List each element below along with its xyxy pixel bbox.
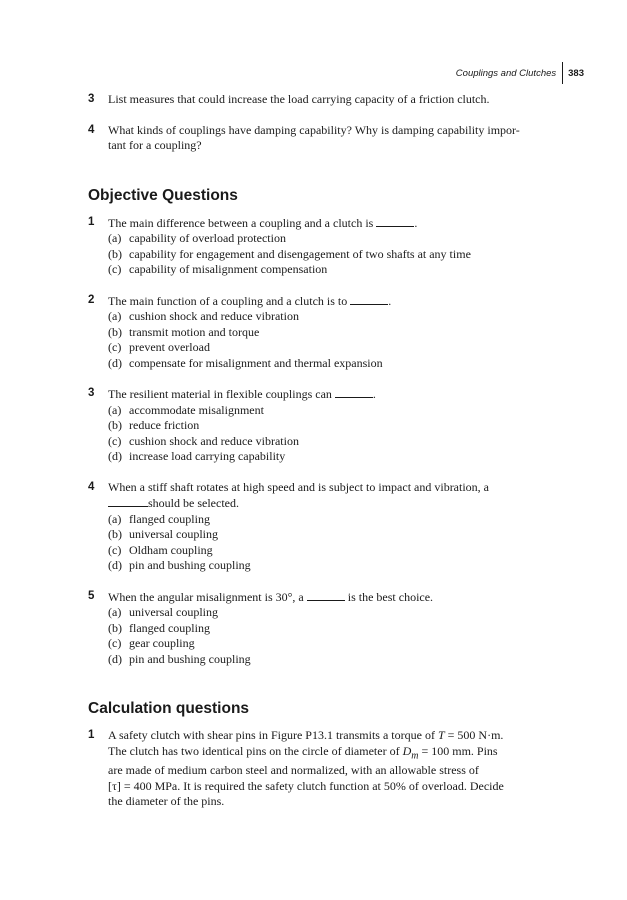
option-label: (b) <box>108 620 122 635</box>
math-subscript: m <box>411 749 419 761</box>
option-text: compensate for misalignment and thermal expansion <box>129 355 383 370</box>
option-label: (c) <box>108 262 122 276</box>
question-number: 4 <box>88 123 95 136</box>
option <box>108 262 558 278</box>
option <box>108 309 558 325</box>
option-label: (d) <box>108 449 122 463</box>
option-label: (b) <box>108 246 122 261</box>
review-question <box>88 92 558 108</box>
text-run: = 500 N·m. <box>447 728 504 742</box>
option-label: (a) <box>108 511 122 526</box>
answer-blank <box>376 215 414 227</box>
question-stem <box>108 480 558 512</box>
question-text <box>108 123 558 154</box>
option-label: (c) <box>108 433 122 448</box>
running-head-divider <box>562 62 563 84</box>
question-stem <box>108 293 558 310</box>
question-stem <box>108 589 558 606</box>
option-text: reduce friction <box>129 418 200 432</box>
option-text: pin and bushing coupling <box>129 558 251 572</box>
option-label: (a) <box>108 402 122 417</box>
running-head-title: Couplings and Clutches <box>455 67 557 79</box>
question-number: 1 <box>88 215 95 228</box>
option-text: pin and bushing coupling <box>129 651 251 666</box>
option <box>108 403 558 419</box>
option <box>108 449 558 465</box>
option-label: (b) <box>108 527 122 541</box>
option-label: (d) <box>108 355 122 370</box>
text-run: = 100 mm. Pins <box>421 743 498 758</box>
question-text-line: tant for a coupling? <box>108 138 202 152</box>
text-run: A safety clutch with shear pins in Figure P13.1 transmits a torque of <box>108 728 435 742</box>
running-head <box>456 64 584 82</box>
stem-text: . <box>414 215 418 230</box>
option <box>108 543 558 559</box>
page-content <box>88 92 558 810</box>
option-text: cushion shock and reduce vibration <box>129 433 299 448</box>
question-number: 4 <box>88 480 95 493</box>
answer-blank <box>335 386 373 398</box>
option-text: cushion shock and reduce vibration <box>129 309 299 323</box>
objective-question <box>88 293 558 372</box>
option-text: universal coupling <box>129 605 218 619</box>
question-text-line: are made of medium carbon steel and normalized, with an allowable stress of <box>108 763 479 778</box>
option <box>108 605 558 621</box>
option-label: (a) <box>108 231 122 245</box>
option-text: universal coupling <box>129 527 218 541</box>
stem-text: should be selected. <box>148 496 239 510</box>
answer-blank <box>350 293 388 305</box>
stem-text: The main function of a coupling and a clutch is to <box>108 293 348 308</box>
option <box>108 434 558 450</box>
question-number: 1 <box>88 729 95 741</box>
page-number: 383 <box>568 67 584 79</box>
stem-text: . <box>388 293 392 308</box>
option-label: (c) <box>108 340 122 354</box>
option <box>108 527 558 543</box>
option <box>108 621 558 637</box>
option <box>108 231 558 247</box>
question-text-line: the diameter of the pins. <box>108 794 225 809</box>
option-text: flanged coupling <box>129 620 210 635</box>
question-stem <box>108 215 558 232</box>
option <box>108 558 558 574</box>
section-heading-objective: Objective Questions <box>88 186 238 204</box>
option-text: gear coupling <box>129 636 195 650</box>
objective-question <box>88 589 558 668</box>
objective-question <box>88 480 558 574</box>
question-text-line: What kinds of couplings have damping capability? Why is damping capability impor- <box>108 122 520 137</box>
option-text: capability of misalignment compensation <box>129 262 328 276</box>
question-number: 3 <box>88 387 95 399</box>
question-stem <box>108 386 558 403</box>
option-text: flanged coupling <box>129 511 210 526</box>
question-number: 5 <box>88 589 95 602</box>
review-question <box>88 123 558 154</box>
option <box>108 247 558 263</box>
option-label: (d) <box>108 558 122 572</box>
stem-text: is the best choice. <box>347 589 434 604</box>
option-text: prevent overload <box>129 340 210 354</box>
option-text: capability of overload protection <box>129 231 286 245</box>
option <box>108 652 558 668</box>
question-text-line <box>108 744 558 764</box>
stem-text: When the angular misalignment is 30°, a <box>108 589 304 604</box>
option-text: transmit motion and torque <box>129 324 260 339</box>
question-number: 2 <box>88 293 95 306</box>
math-variable: D <box>402 743 412 758</box>
option-label: (b) <box>108 324 122 339</box>
option-text: increase load carrying capability <box>129 449 286 463</box>
answer-blank <box>307 589 345 601</box>
section-heading-calculation: Calculation questions <box>88 700 250 717</box>
option-text: Oldham coupling <box>129 542 213 557</box>
objective-question <box>88 215 558 278</box>
option <box>108 325 558 341</box>
stem-text: . <box>372 387 376 401</box>
question-text <box>108 728 558 810</box>
option <box>108 418 558 434</box>
question-text-line: [τ] = 400 MPa. It is required the safety clutch function at 50% of overload. Decide <box>108 778 504 793</box>
question-text-line <box>108 728 558 744</box>
option <box>108 340 558 356</box>
question-text: List measures that could increase the load carrying capacity of a friction clutch. <box>108 92 490 106</box>
option-label: (a) <box>108 605 122 619</box>
option <box>108 636 558 652</box>
question-number: 3 <box>88 93 95 105</box>
option-label: (d) <box>108 651 122 666</box>
option-label: (c) <box>108 542 122 557</box>
option <box>108 512 558 528</box>
option-text: accommodate misalignment <box>129 402 264 417</box>
math-variable: T <box>437 728 445 742</box>
calculation-question <box>88 728 558 810</box>
stem-text: The main difference between a coupling and a clutch is <box>108 215 374 230</box>
option-label: (b) <box>108 418 122 432</box>
option-text: capability for engagement and disengagement of two shafts at any time <box>129 246 471 261</box>
stem-text: When a stiff shaft rotates at high speed and is subject to impact and vibration, a <box>108 479 490 494</box>
objective-question <box>88 386 558 465</box>
option-label: (a) <box>108 309 122 323</box>
text-run: The clutch has two identical pins on the circle of diameter of <box>108 743 400 758</box>
answer-blank <box>108 495 148 507</box>
stem-text: The resilient material in flexible couplings can <box>108 387 332 401</box>
option-label: (c) <box>108 636 122 650</box>
option <box>108 356 558 372</box>
